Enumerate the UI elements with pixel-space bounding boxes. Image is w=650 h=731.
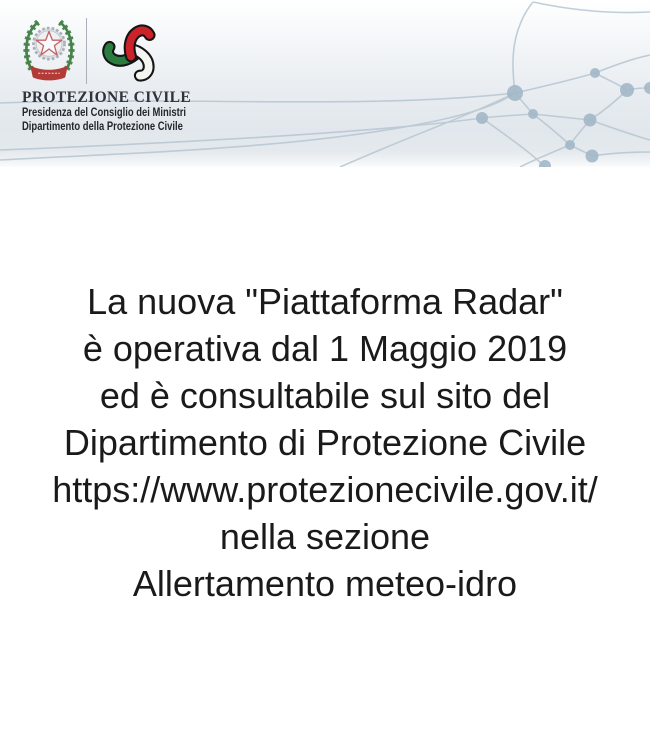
italian-republic-emblem-icon [22, 14, 76, 84]
brand-title: PROTEZIONE CIVILE [22, 89, 192, 106]
notice-body [0, 167, 650, 607]
logo-divider [86, 18, 87, 84]
notice-line-6: nella sezione [219, 516, 431, 557]
notice-line-4: Dipartimento di Protezione Civile [63, 422, 587, 463]
notice-line-2: è operativa dal 1 Maggio 2019 [82, 328, 568, 369]
header-banner [0, 0, 650, 167]
brand-block [22, 14, 222, 134]
notice-line-1: La nuova "Piattaforma Radar" [87, 281, 563, 322]
brand-subtitle-presidenza: Presidenza del Consiglio dei Ministri [22, 107, 187, 119]
notice-line-7: Allertamento meteo-idro [132, 563, 518, 604]
brand-subtitle-dipartimento: Dipartimento della Protezione Civile [22, 120, 183, 133]
notice-line-3: ed è consultabile sul sito del [99, 375, 551, 416]
protezione-civile-logo-icon [96, 14, 170, 84]
notice-url-text: https://www.protezionecivile.gov.it/ [52, 469, 598, 510]
